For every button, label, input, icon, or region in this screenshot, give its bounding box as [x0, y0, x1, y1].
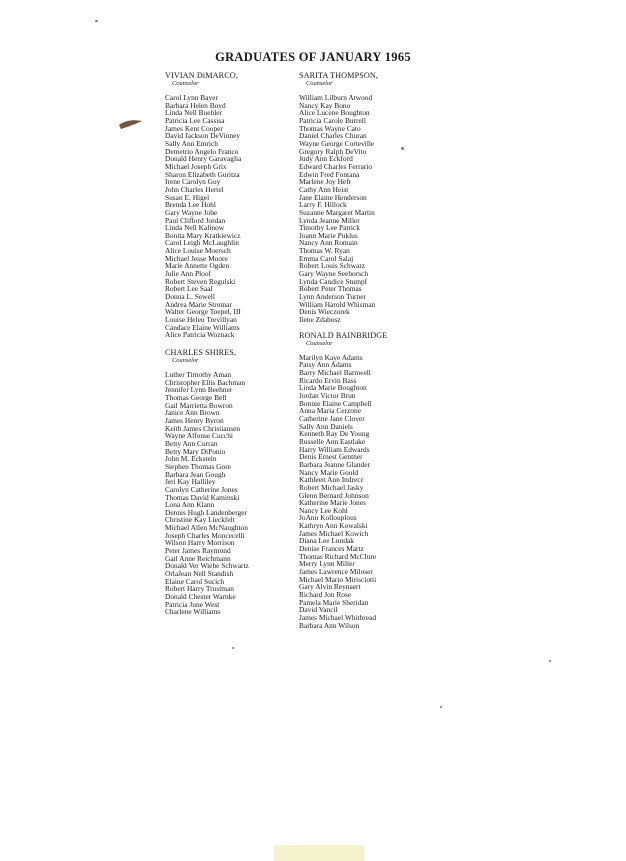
student-name: Larry F. Hillock: [299, 200, 347, 210]
student-name: Peter James Raymond: [165, 546, 231, 556]
student-name: Robert Lee Saal: [165, 284, 213, 294]
student-name: Denise Frances Martz: [299, 544, 364, 554]
student-name: Gary Alvin Reynaert: [299, 582, 361, 592]
student-name: Christine Kay Lieckfelt: [165, 515, 235, 525]
dust-speck: [232, 647, 234, 649]
student-name: Joseph Charles Moncecelli: [165, 530, 245, 540]
student-name: Kathryn Ann Kowalski: [299, 521, 368, 531]
student-name: Elaine Carol Sucich: [165, 576, 225, 586]
student-name: James Henry Byron: [165, 415, 224, 425]
student-name: Candace Elaine Williams: [165, 322, 240, 332]
student-name: JoAnn Kollouplous: [299, 513, 357, 523]
student-name: Paul Clifford Jordan: [165, 215, 226, 225]
student-name: Irene Carolyn Guy: [165, 177, 221, 187]
student-name: Lynda Candice Stumpf: [299, 276, 368, 286]
student-name: Barry Michael Barnwell: [299, 368, 371, 377]
student-name: Barbara Helen Boyd: [165, 100, 226, 110]
student-list: [299, 354, 429, 630]
student-name: Jane Elaine Henderson: [299, 192, 367, 202]
student-name: Marie Annette Ogden: [165, 261, 230, 271]
student-name: Lynda Jeanne Miller: [299, 215, 360, 225]
student-name: Cathy Ann Heist: [299, 184, 349, 194]
student-name: Alice Patricia Woznack: [165, 330, 235, 340]
student-name: Linda Nell Kalinow: [165, 223, 225, 233]
right-column: [299, 71, 429, 636]
student-name: John Charles Hertel: [165, 184, 224, 194]
student-name: Louise Helen Trevillyan: [165, 315, 237, 325]
student-name: Brenda Lee Hohl: [165, 200, 216, 210]
student-name: Thomas Wayne Cato: [299, 123, 361, 133]
student-name: Diana Lee Lundak: [299, 536, 354, 546]
student-name: Judy Ann Eckford: [299, 154, 353, 164]
student-name: David Vancil: [299, 605, 338, 615]
student-name: Thomas George Bell: [165, 392, 227, 402]
student-name: Edwin Fred Fontana: [299, 169, 360, 179]
student-name: William Lilburn Atwood: [299, 93, 373, 102]
ink-smudge: [118, 118, 144, 130]
student-name: Denis Wieczorek: [299, 307, 350, 317]
student-name: Robert Steven Regulski: [165, 276, 236, 286]
student-name: Robert Peter Thomas: [299, 284, 362, 294]
student-name: Sally Ann Daniels: [299, 421, 353, 431]
student-name: Stephen Thomas Gore: [165, 461, 231, 471]
student-name: Jennifer Lynn Beehner: [165, 385, 233, 395]
student-name: Daniel Charles Churan: [299, 131, 367, 141]
student-name: Bonita Mary Kratkiewicz: [165, 230, 241, 240]
student-name: James Kent Cooper: [165, 123, 223, 133]
student-name: Luther Timothy Aman: [165, 370, 232, 379]
student-name: Denis Ernest Gentner: [299, 452, 363, 462]
student-name: Russelle Ann Eastlake: [299, 436, 366, 446]
student-name: Catherine Jane Clover: [299, 413, 365, 423]
student-name: Donald Henry Garavaglia: [165, 154, 242, 164]
student-name: Donald Ver Wiebe Schwartz: [165, 561, 249, 571]
student-name: Ricardo Ervin Bass: [299, 375, 357, 385]
student-name: Katherine Marie Jones: [299, 498, 366, 508]
student-name: Gail Anne Reichmann: [165, 553, 231, 563]
student-name: Donald Chester Warnke: [165, 592, 236, 602]
counselor-role: Counselor: [306, 80, 333, 87]
student-name: Keith James Christiansen: [165, 423, 241, 433]
student-name: David Jackson DeVinney: [165, 131, 241, 141]
student-name: Bonnie Elaine Campbell: [299, 398, 372, 408]
student-name: Joann Marie Puklus: [299, 230, 358, 240]
student-name: Wayne Alfonse Cucchi: [165, 431, 233, 441]
student-name: James Lawrence Miloser: [299, 567, 373, 577]
student-name: Wayne George Corteville: [299, 138, 375, 148]
student-name: James Michael Whitbread: [299, 613, 377, 622]
student-name: Demetrio Angelo Franco: [165, 146, 239, 156]
student-name: Gail Marrietta Bowron: [165, 400, 233, 410]
student-name: Michael Mario Mirisciotti: [299, 574, 377, 584]
student-name: Carol Leigh McLaughlin: [165, 238, 239, 248]
student-name: Marlene Joy Heft: [299, 177, 351, 187]
student-list: [165, 371, 295, 616]
student-name: Nancy Kay Bono: [299, 100, 351, 110]
counselor-section: [165, 348, 295, 616]
student-name: Emma Carol Salaj: [299, 253, 354, 263]
student-name: Michael Allen McNaughton: [165, 523, 248, 533]
document-title: GRADUATES OF JANUARY 1965: [215, 50, 411, 64]
student-name: Dennis Hugh Landenberger: [165, 507, 247, 517]
student-name: Barbara Ann Wilson: [299, 620, 360, 630]
student-name: Gregory Ralph DeVito: [299, 146, 367, 156]
counselor-role: Counselor: [306, 339, 333, 347]
student-name: Kenneth Ray De Young: [299, 429, 370, 439]
student-name: Nancy Lee Kohl: [299, 505, 348, 515]
dust-speck: [95, 20, 98, 22]
counselor-name: SARITA THOMPSON,: [299, 71, 379, 80]
counselor-name: CHARLES SHIRES,: [165, 348, 237, 357]
student-name: Merry Lynn Miller: [299, 559, 355, 569]
student-name: John M. Eckstein: [165, 454, 217, 464]
dust-speck: [440, 706, 442, 708]
dust-speck: [549, 660, 551, 662]
student-name: Betty Mary DiPonio: [165, 446, 226, 456]
counselor-role: Counselor: [172, 357, 199, 364]
student-name: Janice Ann Brown: [165, 408, 220, 418]
student-name: Michael Joseph Grix: [165, 161, 227, 171]
student-list: [299, 94, 429, 324]
student-name: Glenn Bernard Johnson: [299, 490, 369, 500]
student-name: Harry William Edwards: [299, 444, 370, 454]
student-name: Michael Jesse Moore: [165, 253, 228, 263]
counselor-section: [299, 331, 429, 630]
student-name: Thomas Richard McClure: [299, 551, 377, 561]
student-name: Charlene Williams: [165, 607, 221, 617]
student-name: Patricia June West: [165, 599, 220, 609]
student-name: Sally Ann Emrich: [165, 138, 218, 148]
student-name: Linda Nell Buehler: [165, 108, 223, 118]
student-name: Timothy Lee Patrick: [299, 223, 360, 233]
student-name: Julie Ann Ploof: [165, 269, 211, 279]
student-name: Richard Jon Rose: [299, 590, 352, 600]
counselor-section: [165, 71, 295, 339]
student-name: Donna L. Sewell: [165, 292, 215, 302]
student-name: Sharon Elizabeth Guritza: [165, 169, 240, 179]
student-name: Kathleen Ann Indrecc: [299, 475, 364, 485]
student-name: Patricia Carole Burrell: [299, 115, 366, 125]
student-name: Nancy Ann Romain: [299, 238, 358, 248]
counselor-name: VIVIAN DiMARCO,: [165, 71, 238, 80]
student-name: Patricia Lee Cassisa: [165, 115, 225, 125]
student-name: Carolyn Catherine Jones: [165, 484, 238, 494]
student-name: Wilson Harry Morrison: [165, 538, 235, 548]
student-name: Walter George Toepel, III: [165, 307, 241, 317]
student-name: James Michael Kowich: [299, 528, 369, 538]
student-name: William Harold Whisman: [299, 299, 376, 309]
student-name: Barbara Jean Gough: [165, 469, 226, 479]
student-name: Lona Ann Klann: [165, 500, 215, 510]
student-list: [165, 94, 295, 339]
student-name: Marilyn Kaye Adams: [299, 352, 363, 362]
student-name: Nancy Marie Gould: [299, 467, 359, 477]
student-name: Robert Harry Trustman: [165, 584, 234, 594]
student-name: Susan E. Higel: [165, 192, 210, 202]
student-name: Linda Marie Boughton: [299, 383, 367, 393]
student-name: Pamela Marie Sheridan: [299, 597, 369, 607]
student-name: Robert Louis Schwarz: [299, 261, 366, 271]
left-column: [165, 71, 295, 623]
student-name: Gary Wayne Seeborsch: [299, 269, 369, 279]
student-name: Gary Wayne Jobe: [165, 207, 218, 217]
student-name: Ilene Zdabosz: [299, 315, 341, 325]
student-name: Jeri Kay Halliley: [165, 477, 216, 487]
counselor-role: Counselor: [172, 80, 199, 87]
student-name: Carol Lynn Bayer: [165, 93, 218, 102]
student-name: Betty Ann Curran: [165, 438, 218, 448]
student-name: Jordan Victor Brun: [299, 390, 356, 400]
student-name: Anna Maria Cerzone: [299, 406, 361, 416]
student-name: Christopher Ellis Bachman: [165, 377, 246, 387]
student-name: Thomas David Kaminski: [165, 492, 240, 502]
counselor-section: [299, 71, 429, 324]
student-name: Suzanne Margaret Martin: [299, 207, 375, 217]
tape-strip: [274, 845, 364, 861]
student-name: Edward Charles Ferrario: [299, 161, 373, 171]
student-name: Alice Louise Moersch: [165, 246, 231, 256]
student-name: Robert Michael Jasky: [299, 482, 364, 492]
student-name: Andrea Marie Stromar: [165, 299, 232, 309]
student-name: Lynn Anderson Turner: [299, 292, 366, 302]
student-name: Barbara Jeanne Glander: [299, 459, 370, 469]
student-name: Patsy Ann Adams: [299, 360, 352, 370]
student-name: OrlaJean Nell Standish: [165, 569, 234, 579]
student-name: Alice Lucene Boughton: [299, 108, 370, 118]
counselor-name: RONALD BAINBRIDGE: [299, 330, 388, 340]
student-name: Thomas W. Ryan: [299, 246, 350, 256]
